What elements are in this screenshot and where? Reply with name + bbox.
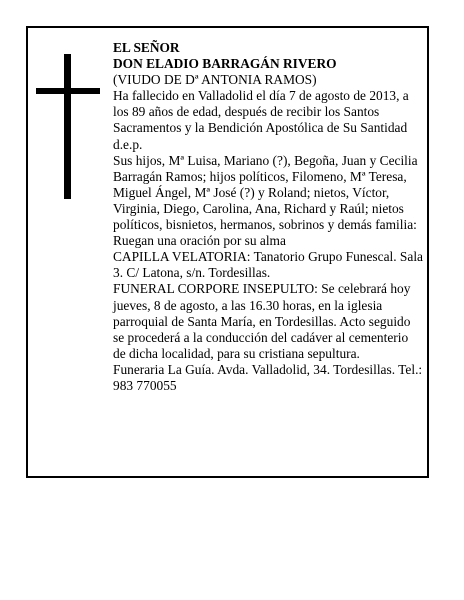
funeral-paragraph: FUNERAL CORPORE INSEPULTO: Se celebrará hoy jueves, 8 de agosto, a las 16.30 horas, en la iglesia parroquial de Santa María, en Tordesillas. Acto seguido se procederá a la conducción del cadáver al cementerio de dicha localidad, para su cristiana sepultura. xyxy=(113,281,411,361)
cross-horizontal-bar xyxy=(36,88,100,94)
cross-vertical-bar xyxy=(64,54,71,199)
death-paragraph: Ha fallecido en Valladolid el día 7 de agosto de 2013, a los 89 años de edad, después de recibir los Santos Sacramentos y la Bendición Apostólica de Su Santidad d.e.p. xyxy=(113,88,409,152)
notice-heading-title: EL SEÑOR xyxy=(113,40,180,55)
family-paragraph: Sus hijos, Mª Luisa, Mariano (?), Begoña, Juan y Cecilia Barragán Ramos; hijos políticos, Filomeno, Mª Teresa, Miguel Ángel, Mª José (?) y Roland; nietos, Víctor, Virginia, Diego, Carolina, Ana, Richard y Raúl; nietos políticos, bisnietos, hermanos, sobrinos y demás familia: xyxy=(113,152,418,233)
prayer-line: Ruegan una oración por su alma xyxy=(113,233,286,249)
deceased-name: DON ELADIO BARRAGÁN RIVERO xyxy=(113,56,337,72)
latin-cross-icon xyxy=(36,54,100,199)
chapel-paragraph: CAPILLA VELATORIA: Tanatorio Grupo Funescal. Sala 3. C/ Latona, s/n. Tordesillas. xyxy=(113,249,423,281)
widower-line: (VIUDO DE Dª ANTONIA RAMOS) xyxy=(113,72,317,88)
funeral-home-paragraph: Funeraria La Guía. Avda. Valladolid, 34. Tordesillas. Tel.: 983 770055 xyxy=(113,361,423,393)
obituary-text xyxy=(113,40,423,394)
